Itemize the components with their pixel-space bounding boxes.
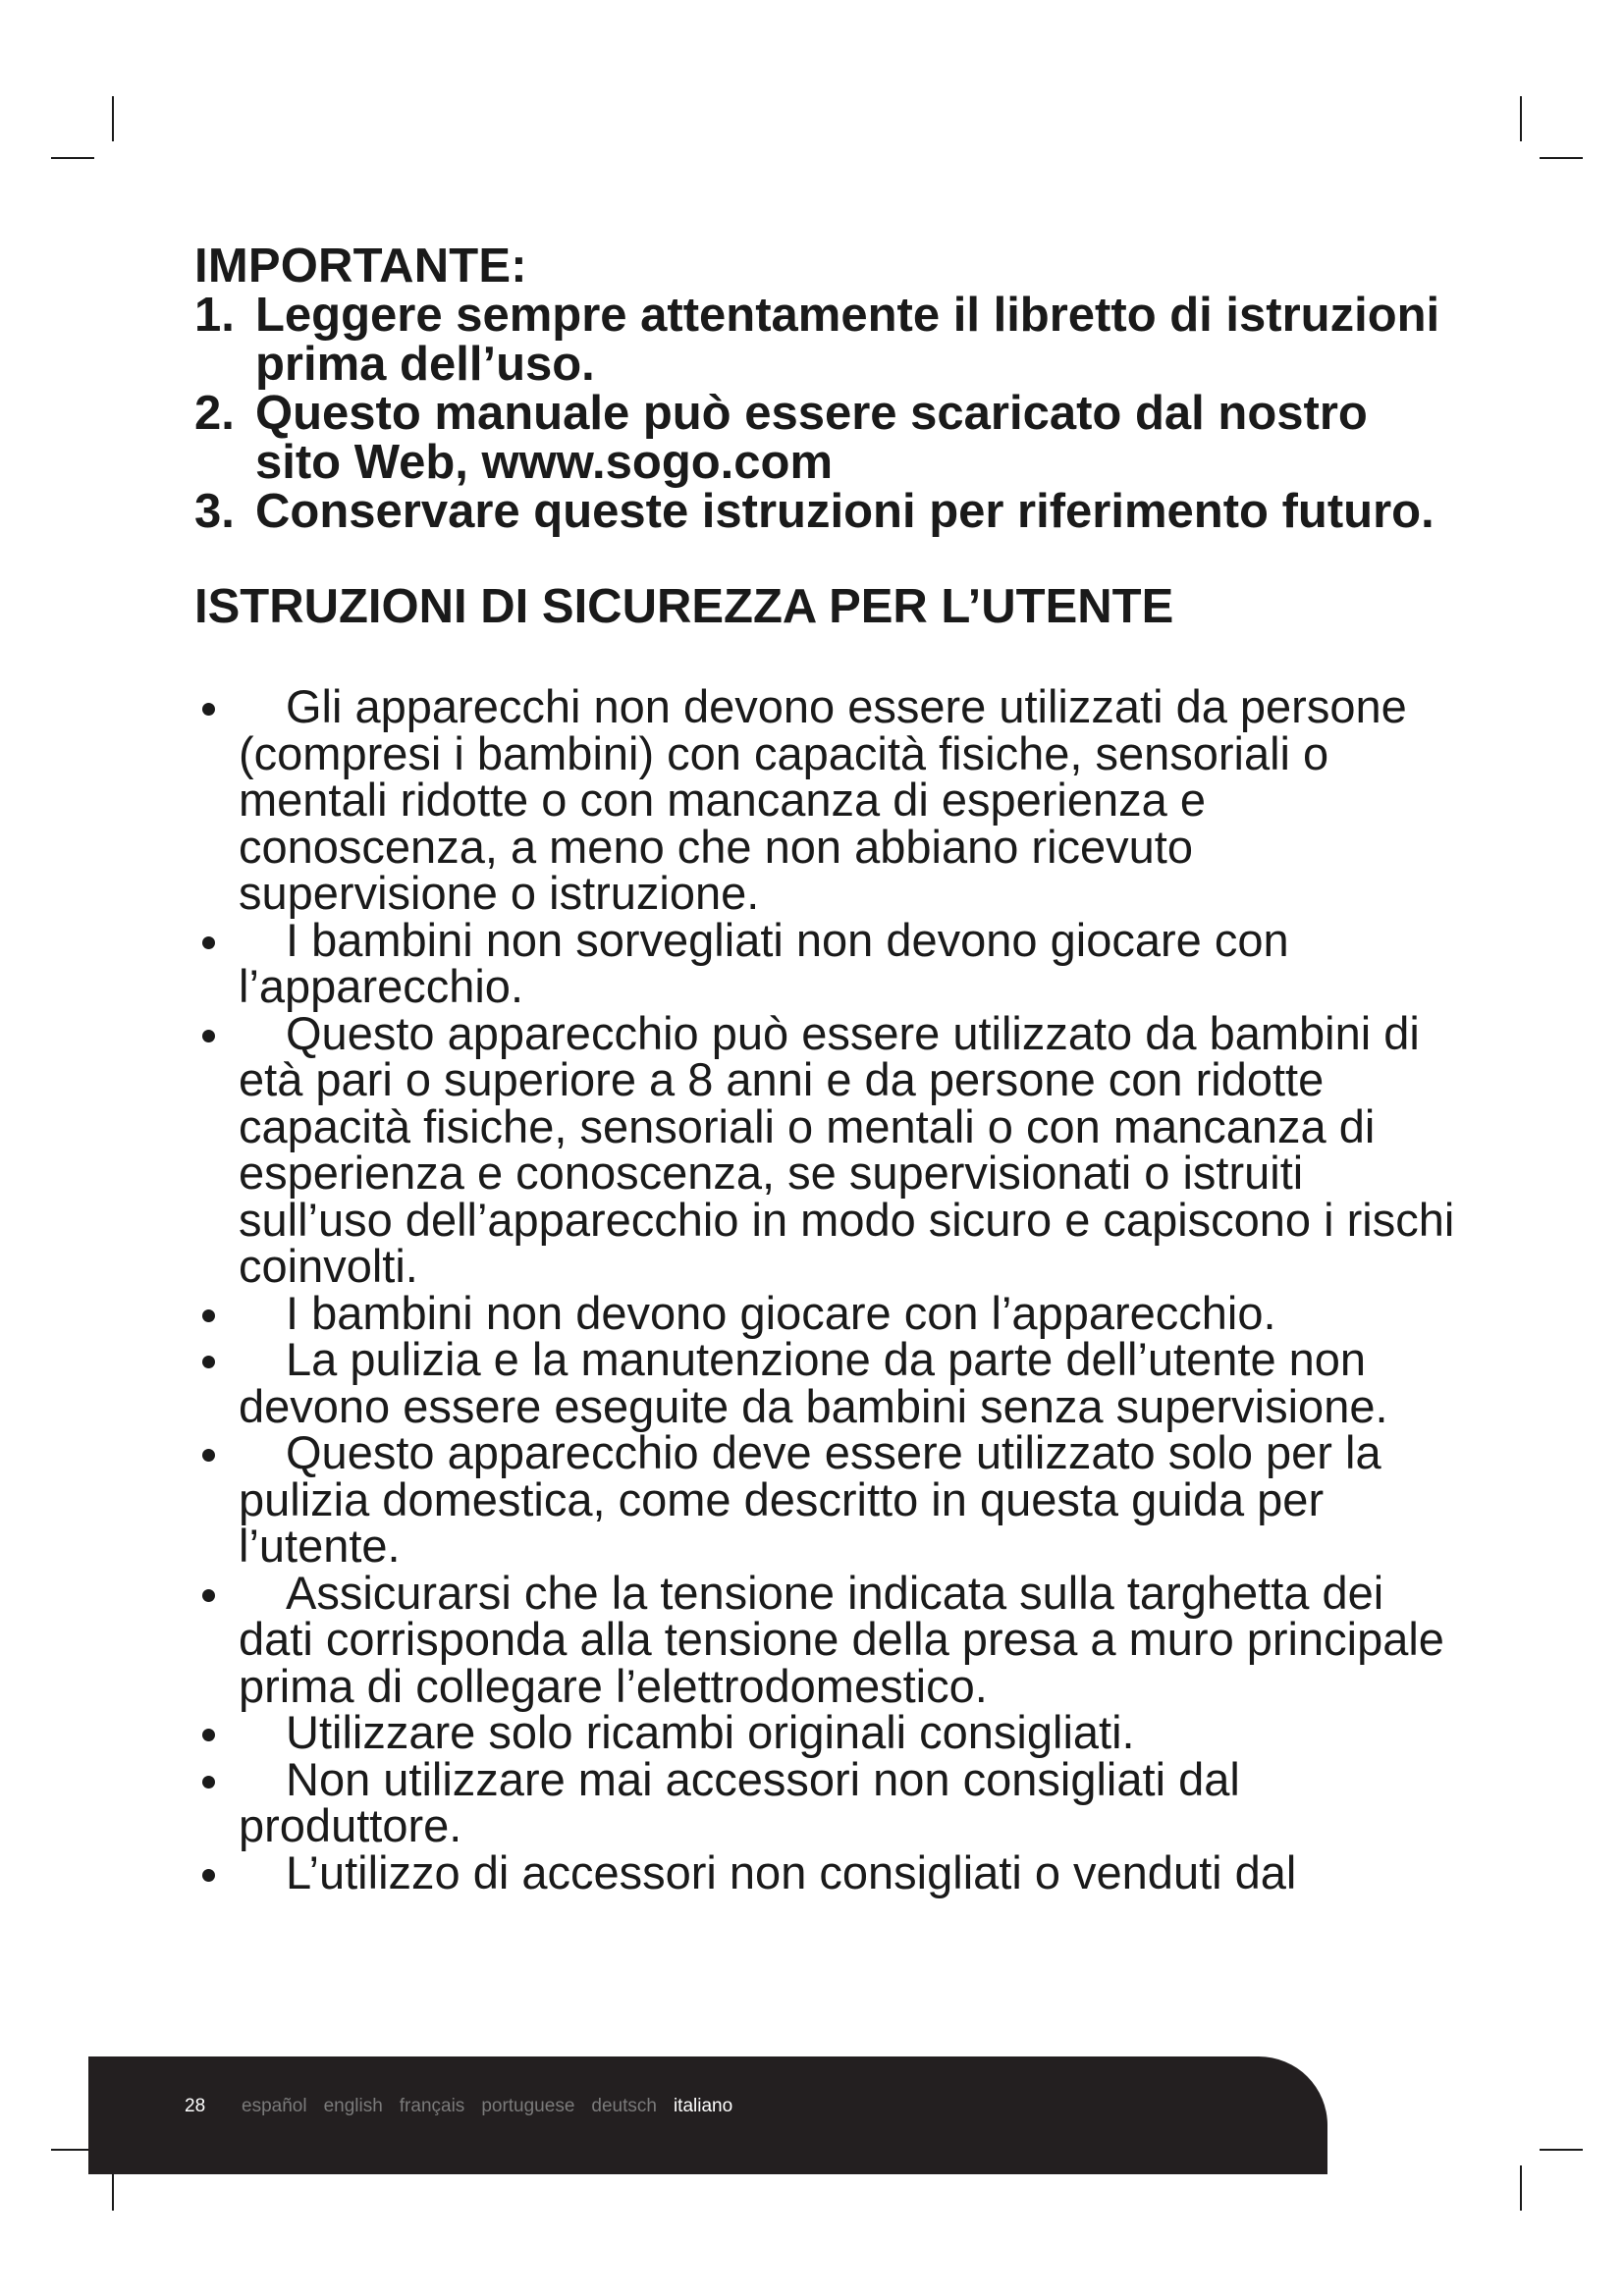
safety-bullet-list xyxy=(194,680,1461,1898)
crop-mark-top-right-h xyxy=(1540,157,1583,159)
safety-bullet xyxy=(194,1006,1461,1292)
bullet-text: I bambini non devono giocare con l’apparecchio. xyxy=(286,1286,1276,1339)
language-espanol: español xyxy=(242,2096,307,2116)
bullet-text: L’utilizzo di accessori non consigliati o venduti dal xyxy=(286,1845,1297,1898)
safety-bullet xyxy=(194,1752,1461,1851)
important-item xyxy=(194,291,1461,389)
language-francais: français xyxy=(399,2096,465,2116)
safety-bullet xyxy=(194,1426,1461,1572)
safety-bullet xyxy=(194,1706,1461,1758)
item-text: Conservare queste istruzioni per riferimento futuro. xyxy=(255,485,1435,538)
bullet-text: Questo apparecchio può essere utilizzato da bambini di età pari o superiore a 8 anni e da persone con ridotte capacità fisiche, sensoriali o mentali o con mancanza di esperienza e conoscenza, se supervisionati o istruiti sull’uso dell’apparecchio in modo sicuro e capiscono i rischi coinvolti. xyxy=(239,1006,1455,1292)
bullet-icon xyxy=(202,1356,215,1368)
item-number: 3. xyxy=(194,485,235,538)
item-number: 2. xyxy=(194,387,235,440)
safety-bullet xyxy=(194,1333,1461,1432)
language-list xyxy=(242,2096,732,2117)
safety-bullet xyxy=(194,680,1461,919)
language-english: english xyxy=(323,2096,383,2116)
bullet-icon xyxy=(202,1030,215,1042)
page-number: 28 xyxy=(185,2096,206,2116)
page-content xyxy=(194,241,1461,1896)
bullet-icon xyxy=(202,1776,215,1789)
safety-bullet xyxy=(194,1286,1461,1339)
important-list xyxy=(194,291,1461,536)
crop-mark-top-left-h xyxy=(51,157,94,159)
language-portuguese: portuguese xyxy=(481,2096,575,2116)
bullet-text: I bambini non sorvegliati non devono giocare con l’apparecchio. xyxy=(239,913,1289,1012)
crop-mark-top-right-v xyxy=(1520,96,1522,141)
crop-mark-bottom-right-h xyxy=(1540,2149,1583,2151)
bullet-text: Non utilizzare mai accessori non consigliati dal produttore. xyxy=(239,1752,1240,1851)
item-text: Leggere sempre attentamente il libretto di istruzioni prima dell’uso. xyxy=(255,289,1440,391)
bullet-icon xyxy=(202,1589,215,1602)
bullet-icon xyxy=(202,1869,215,1882)
bullet-icon xyxy=(202,1449,215,1462)
bullet-text: Gli apparecchi non devono essere utilizzati da persone (compresi i bambini) con capacità fisiche, sensoriali o mentali ridotte o con mancanza di esperienza e conoscenza, a meno che non abbiano ricevuto supervisione o istruzione. xyxy=(239,680,1407,919)
safety-title: ISTRUZIONI DI SICUREZZA PER L’UTENTE xyxy=(194,580,1174,633)
important-item xyxy=(194,389,1461,487)
item-text: Questo manuale può essere scaricato dal nostro sito Web, www.sogo.com xyxy=(255,387,1368,489)
language-italiano: italiano xyxy=(673,2096,733,2116)
bullet-text: La pulizia e la manutenzione da parte dell’utente non devono essere eseguite da bambini senza supervisione. xyxy=(239,1333,1388,1432)
footer-bar xyxy=(88,2056,1327,2174)
safety-bullet xyxy=(194,1845,1461,1898)
item-number: 1. xyxy=(194,289,235,342)
important-title: IMPORTANTE: xyxy=(194,240,527,293)
safety-bullet xyxy=(194,1566,1461,1712)
bullet-text: Questo apparecchio deve essere utilizzato solo per la pulizia domestica, come descritto in questa guida per l’utente. xyxy=(239,1426,1381,1572)
bullet-icon xyxy=(202,1729,215,1741)
bullet-text: Assicurarsi che la tensione indicata sulla targhetta dei dati corrisponda alla tensione della presa a muro principale prima di collegare l’elettrodomestico. xyxy=(239,1566,1444,1712)
safety-bullet xyxy=(194,913,1461,1012)
bullet-text: Utilizzare solo ricambi originali consigliati. xyxy=(286,1706,1135,1758)
bullet-icon xyxy=(202,703,215,716)
bullet-icon xyxy=(202,1309,215,1322)
crop-mark-bottom-right-v xyxy=(1520,2165,1522,2211)
crop-mark-top-left-v xyxy=(112,96,114,141)
language-deutsch: deutsch xyxy=(591,2096,657,2116)
important-item xyxy=(194,487,1461,536)
bullet-icon xyxy=(202,936,215,949)
